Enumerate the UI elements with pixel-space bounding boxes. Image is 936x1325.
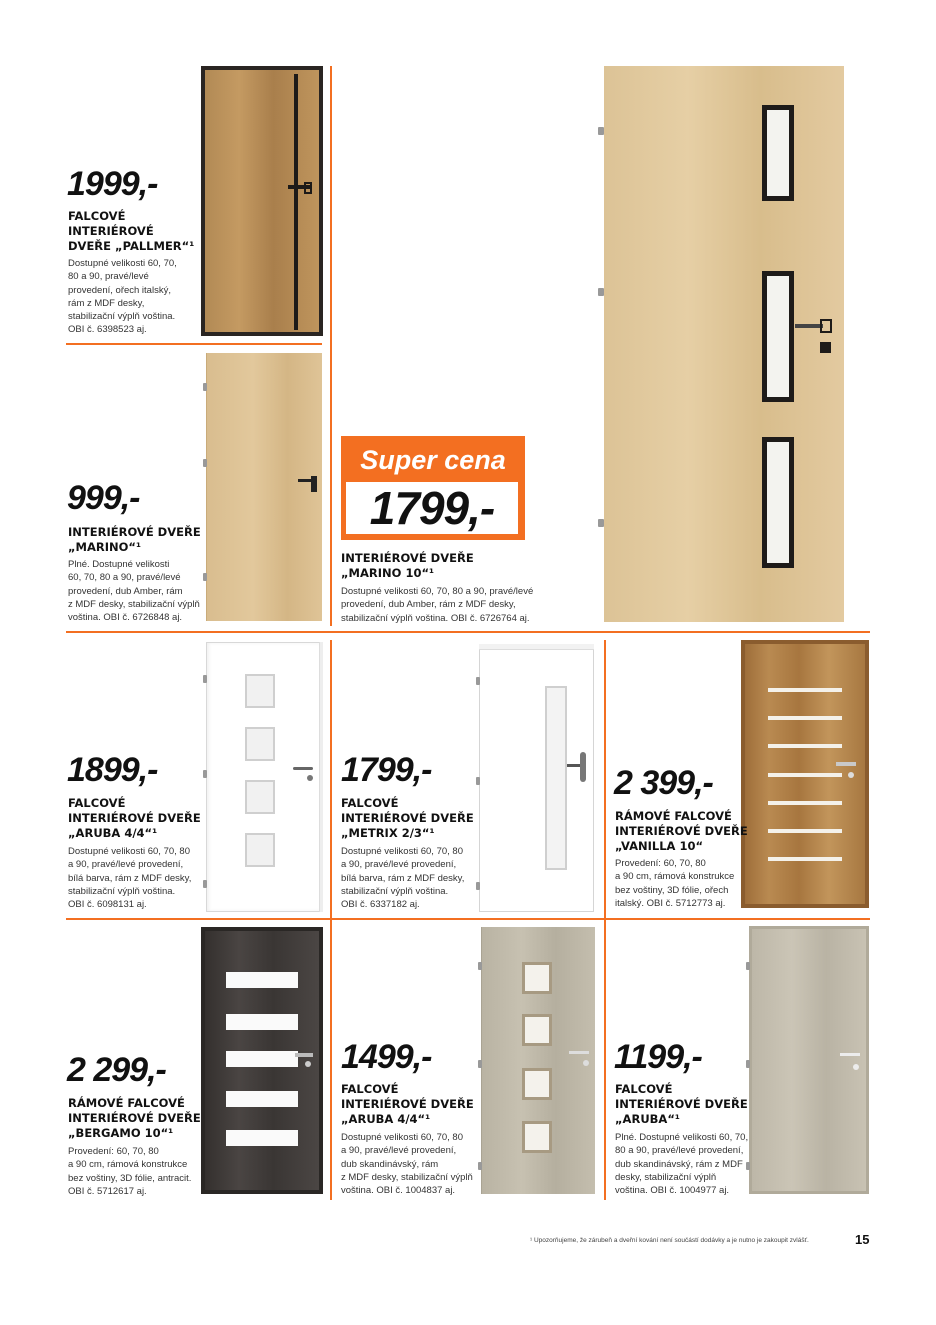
hinge-icon	[476, 677, 480, 685]
row-divider	[66, 918, 870, 920]
door-handle-icon	[836, 762, 856, 766]
door-handle-icon	[795, 324, 823, 328]
product-title: FALCOVÉ INTERIÉROVÉ DVEŘE „ARUBA 4/4“¹	[341, 1082, 474, 1126]
door-glass-strip	[768, 773, 842, 777]
hinge-icon	[203, 459, 207, 467]
door-handle-icon	[569, 1051, 589, 1054]
door-lock-icon	[583, 1060, 589, 1066]
door-glass-strip	[226, 1014, 298, 1030]
door-glass-strip	[768, 801, 842, 805]
door-glass-strip	[768, 857, 842, 861]
price: 2 299,-	[67, 1051, 166, 1089]
door-glass-panel	[245, 727, 275, 761]
door-handle-rosette-icon	[580, 752, 586, 782]
column-divider	[330, 640, 332, 1200]
hinge-icon	[598, 519, 604, 527]
product-description: Dostupné velikosti 60, 70, 80 a 90, pravé/levé provedení, dub skandinávský, rám z MDF desky, stabilizační výplň voština. OBI č. 1004837 aj.	[341, 1132, 473, 1197]
door-glass-strip	[768, 688, 842, 692]
price: 999,-	[67, 479, 140, 517]
price: 1899,-	[67, 751, 158, 789]
page-number: 15	[855, 1232, 870, 1247]
door-glass-strip	[226, 1130, 298, 1146]
column-divider	[604, 640, 606, 1200]
door-lock-icon	[304, 182, 312, 194]
product-title: FALCOVÉ INTERIÉROVÉ DVEŘE „ARUBA 4/4“¹	[68, 796, 201, 840]
door-handle-icon	[295, 1053, 313, 1057]
hinge-icon	[476, 882, 480, 890]
door-glass-strip	[768, 716, 842, 720]
door-handle-icon	[293, 767, 313, 770]
product-description: Plné. Dostupné velikosti 60, 70, 80 a 90, pravé/levé provedení, dub skandinávský, rám z MDF desky, stabilizační výplň voština. OBI č. 1004977 aj.	[615, 1132, 749, 1197]
door-lock-icon	[820, 342, 831, 353]
footnote: ¹ Upozorňujeme, že zárubeň a dveřní kování není součástí dodávky a je nutno je zakoupit zvlášť.	[530, 1237, 809, 1244]
product-description: Dostupné velikosti 60, 70, 80 a 90, pravé/levé provedení, ořech italský, rám z MDF desky, stabilizační výplň voština. OBI č. 6398523 aj.	[68, 258, 177, 336]
door-glass-panel	[522, 1121, 552, 1153]
product-description: Dostupné velikosti 60, 70, 80 a 90, pravé/levé provedení, bílá barva, rám z MDF desky, stabilizační výplň voština. OBI č. 6098131 aj.	[68, 846, 192, 911]
hinge-icon	[598, 288, 604, 296]
door-frame	[319, 642, 323, 912]
door-image	[604, 66, 844, 622]
product-title: FALCOVÉ INTERIÉROVÉ DVEŘE „PALLMER“¹	[68, 209, 195, 253]
door-glass-strip	[768, 744, 842, 748]
product-description: Dostupné velikosti 60, 70, 80 a 90, pravé/levé provedení, dub Amber, rám z MDF desky, stabilizační výplň voština. OBI č. 6726764 aj.	[341, 586, 534, 624]
door-handle-rosette-icon	[820, 319, 832, 333]
product-title: RÁMOVÉ FALCOVÉ INTERIÉROVÉ DVEŘE „VANILLA 10“	[615, 809, 748, 853]
door-glass-panel	[762, 437, 794, 568]
hinge-icon	[746, 1060, 750, 1068]
product-description: Dostupné velikosti 60, 70, 80 a 90, pravé/levé provedení, bílá barva, rám z MDF desky, stabilizační výplň voština. OBI č. 6337182 aj.	[341, 846, 465, 911]
product-title: FALCOVÉ INTERIÉROVÉ DVEŘE „ARUBA“¹	[615, 1082, 748, 1126]
door-glass-panel	[545, 686, 567, 870]
badge-label: Super cena	[360, 445, 506, 475]
door-glass-strip	[226, 1051, 298, 1067]
hinge-icon	[478, 962, 482, 970]
door-lock-icon	[311, 476, 317, 492]
hinge-icon	[203, 573, 207, 581]
door-glass-panel	[245, 780, 275, 814]
door-image	[206, 353, 322, 621]
hinge-icon	[203, 770, 207, 778]
door-glass-panel	[762, 271, 794, 402]
price: 1999,-	[67, 165, 158, 203]
door-image	[201, 66, 323, 336]
price: 1799,-	[346, 482, 518, 534]
column-divider	[330, 66, 332, 626]
door-image	[749, 926, 869, 1194]
door-glass-panel	[245, 674, 275, 708]
price: 1499,-	[341, 1038, 432, 1076]
hinge-icon	[203, 880, 207, 888]
hinge-icon	[746, 962, 750, 970]
door-lock-icon	[305, 1061, 311, 1067]
door-glass-panel	[245, 833, 275, 867]
door-lock-icon	[307, 775, 313, 781]
product-description: Plné. Dostupné velikosti 60, 70, 80 a 90, pravé/levé provedení, dub Amber, rám z MDF desky, stabilizační výplň voština. OBI č. 6726848 aj.	[68, 559, 200, 624]
door-frame	[479, 644, 594, 650]
price: 2 399,-	[614, 764, 713, 802]
door-glass-panel	[522, 1068, 552, 1100]
hinge-icon	[478, 1162, 482, 1170]
hinge-icon	[598, 127, 604, 135]
door-glass-strip	[226, 1091, 298, 1107]
door-lock-icon	[848, 772, 854, 778]
price: 1799,-	[341, 751, 432, 789]
hinge-icon	[203, 675, 207, 683]
door-glass-panel	[522, 962, 552, 994]
product-title: INTERIÉROVÉ DVEŘE „MARINO“¹	[68, 525, 201, 554]
row-divider	[66, 631, 870, 633]
door-black-strip	[294, 74, 298, 330]
product-description: Provedení: 60, 70, 80 a 90 cm, rámová konstrukce bez voštiny, 3D fólie, ořech italský. OBI č. 5712773 aj.	[615, 858, 735, 909]
door-glass-strip	[226, 972, 298, 988]
door-handle-icon	[840, 1053, 860, 1056]
row-divider	[66, 343, 322, 345]
door-glass-panel	[762, 105, 794, 201]
price: 1199,-	[614, 1038, 702, 1076]
product-title: RÁMOVÉ FALCOVÉ INTERIÉROVÉ DVEŘE „BERGAMO 10“¹	[68, 1096, 201, 1140]
hinge-icon	[476, 777, 480, 785]
door-image	[479, 644, 594, 912]
product-title: INTERIÉROVÉ DVEŘE „MARINO 10“¹	[341, 551, 474, 580]
product-description: Provedení: 60, 70, 80 a 90 cm, rámová konstrukce bez voštiny, 3D fólie, antracit. OBI č. 5712617 aj.	[68, 1146, 192, 1197]
door-lock-icon	[853, 1064, 859, 1070]
door-glass-panel	[522, 1014, 552, 1046]
hinge-icon	[478, 1060, 482, 1068]
hinge-icon	[203, 383, 207, 391]
door-glass-strip	[768, 829, 842, 833]
product-title: FALCOVÉ INTERIÉROVÉ DVEŘE „METRIX 2/3“¹	[341, 796, 474, 840]
